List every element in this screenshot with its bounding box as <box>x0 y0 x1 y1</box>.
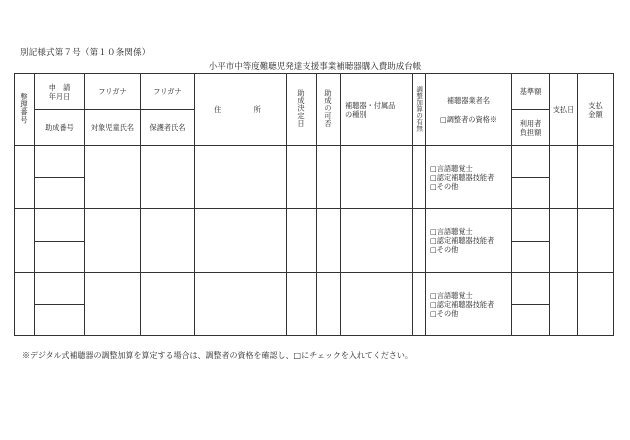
footnote: ※デジタル式補聴器の調整加算を算定する場合は、調整者の資格を確認し、□にチェックを入れてください。 <box>22 351 413 360</box>
header-shiharai-kingaku: 支払 金額 <box>578 74 614 146</box>
header-hochouki-type: 補聴器・付属品 の種別 <box>341 74 413 146</box>
cell-seiri[interactable] <box>15 146 35 209</box>
cell-address[interactable] <box>195 146 287 209</box>
header-hogosha-name: 保護者氏名 <box>141 110 195 146</box>
cell-shiharai-kingaku[interactable] <box>578 272 614 335</box>
cell-josei-bango[interactable] <box>35 178 85 209</box>
record-3-top <box>15 272 614 304</box>
option-other[interactable]: □その他 <box>430 245 459 255</box>
record-1-top <box>15 146 614 178</box>
cell-seiri[interactable] <box>15 272 35 335</box>
header-josei-kettei: 助成決定日 <box>287 74 317 146</box>
option-gengo[interactable]: □言語聴覚士 <box>430 290 473 300</box>
qualification-options <box>426 209 511 254</box>
cell-kettei-date[interactable] <box>287 146 317 209</box>
cell-riyosha-futan[interactable] <box>512 304 550 335</box>
cell-child-name[interactable] <box>85 209 141 272</box>
cell-kettei-date[interactable] <box>287 272 317 335</box>
qualification-options <box>426 146 511 191</box>
cell-kijungaku[interactable] <box>512 209 550 241</box>
header-kijungaku: 基準額 <box>512 74 550 110</box>
cell-chousei[interactable] <box>413 146 426 209</box>
cell-riyosha-futan[interactable] <box>512 241 550 272</box>
cell-josei-bango[interactable] <box>35 241 85 272</box>
cell-shiharaibi[interactable] <box>550 146 578 209</box>
header-josei-kahi: 助成の可否 <box>317 74 341 146</box>
cell-shinsei-date[interactable] <box>35 146 85 178</box>
header-josei-bango: 助成番号 <box>35 110 85 146</box>
cell-address[interactable] <box>195 209 287 272</box>
cell-shiharai-kingaku[interactable] <box>578 209 614 272</box>
cell-guardian-name[interactable] <box>141 209 195 272</box>
cell-gyosha[interactable] <box>426 272 512 335</box>
form-label: 別記様式第７号（第１０条関係） <box>20 48 151 58</box>
cell-shiharaibi[interactable] <box>550 272 578 335</box>
header-riyosha-futan: 利用者 負担額 <box>512 110 550 146</box>
option-other[interactable]: □その他 <box>430 182 459 192</box>
cell-chousei[interactable] <box>413 272 426 335</box>
cell-hochouki-type[interactable] <box>341 146 413 209</box>
cell-chousei[interactable] <box>413 209 426 272</box>
record-2-top <box>15 209 614 241</box>
option-nintei[interactable]: □認定補聴器技能者 <box>430 173 495 183</box>
cell-hochouki-type[interactable] <box>341 209 413 272</box>
cell-kahi[interactable] <box>317 209 341 272</box>
cell-shiharai-kingaku[interactable] <box>578 146 614 209</box>
cell-shiharaibi[interactable] <box>550 209 578 272</box>
cell-josei-bango[interactable] <box>35 304 85 335</box>
cell-guardian-name[interactable] <box>141 146 195 209</box>
cell-child-name[interactable] <box>85 146 141 209</box>
option-gengo[interactable]: □言語聴覚士 <box>430 164 473 174</box>
header-taisho-name: 対象児童氏名 <box>85 110 141 146</box>
ledger-table <box>14 73 614 336</box>
header-address: 住 所 <box>195 74 287 146</box>
document-title: 小平市中等度難聴児発達支援事業補聴器購入費助成台帳 <box>208 62 422 72</box>
header-seiri-bango: 整理番号 <box>15 74 35 146</box>
cell-child-name[interactable] <box>85 272 141 335</box>
header-shiharaibi: 支払日 <box>550 74 578 146</box>
option-other[interactable]: □その他 <box>430 308 459 318</box>
cell-kettei-date[interactable] <box>287 209 317 272</box>
header-gyosha: 補聴器業者名 □調整者の資格※ <box>426 74 512 146</box>
header-chousei-kasan: 調整加算の有無 <box>413 74 426 146</box>
cell-shinsei-date[interactable] <box>35 209 85 241</box>
qualification-options <box>426 273 511 318</box>
cell-seiri[interactable] <box>15 209 35 272</box>
header-furigana-guardian: フリガナ <box>141 74 195 110</box>
cell-kijungaku[interactable] <box>512 272 550 304</box>
cell-kahi[interactable] <box>317 146 341 209</box>
cell-hochouki-type[interactable] <box>341 272 413 335</box>
cell-riyosha-futan[interactable] <box>512 178 550 209</box>
cell-gyosha[interactable] <box>426 146 512 209</box>
cell-kahi[interactable] <box>317 272 341 335</box>
option-nintei[interactable]: □認定補聴器技能者 <box>430 236 495 246</box>
cell-kijungaku[interactable] <box>512 146 550 178</box>
header-row-top <box>15 74 614 110</box>
header-furigana-child: フリガナ <box>85 74 141 110</box>
option-nintei[interactable]: □認定補聴器技能者 <box>430 299 495 309</box>
option-gengo[interactable]: □言語聴覚士 <box>430 227 473 237</box>
cell-shinsei-date[interactable] <box>35 272 85 304</box>
cell-address[interactable] <box>195 272 287 335</box>
header-shinsei-date: 申 請 年月日 <box>35 74 85 110</box>
cell-guardian-name[interactable] <box>141 272 195 335</box>
cell-gyosha[interactable] <box>426 209 512 272</box>
